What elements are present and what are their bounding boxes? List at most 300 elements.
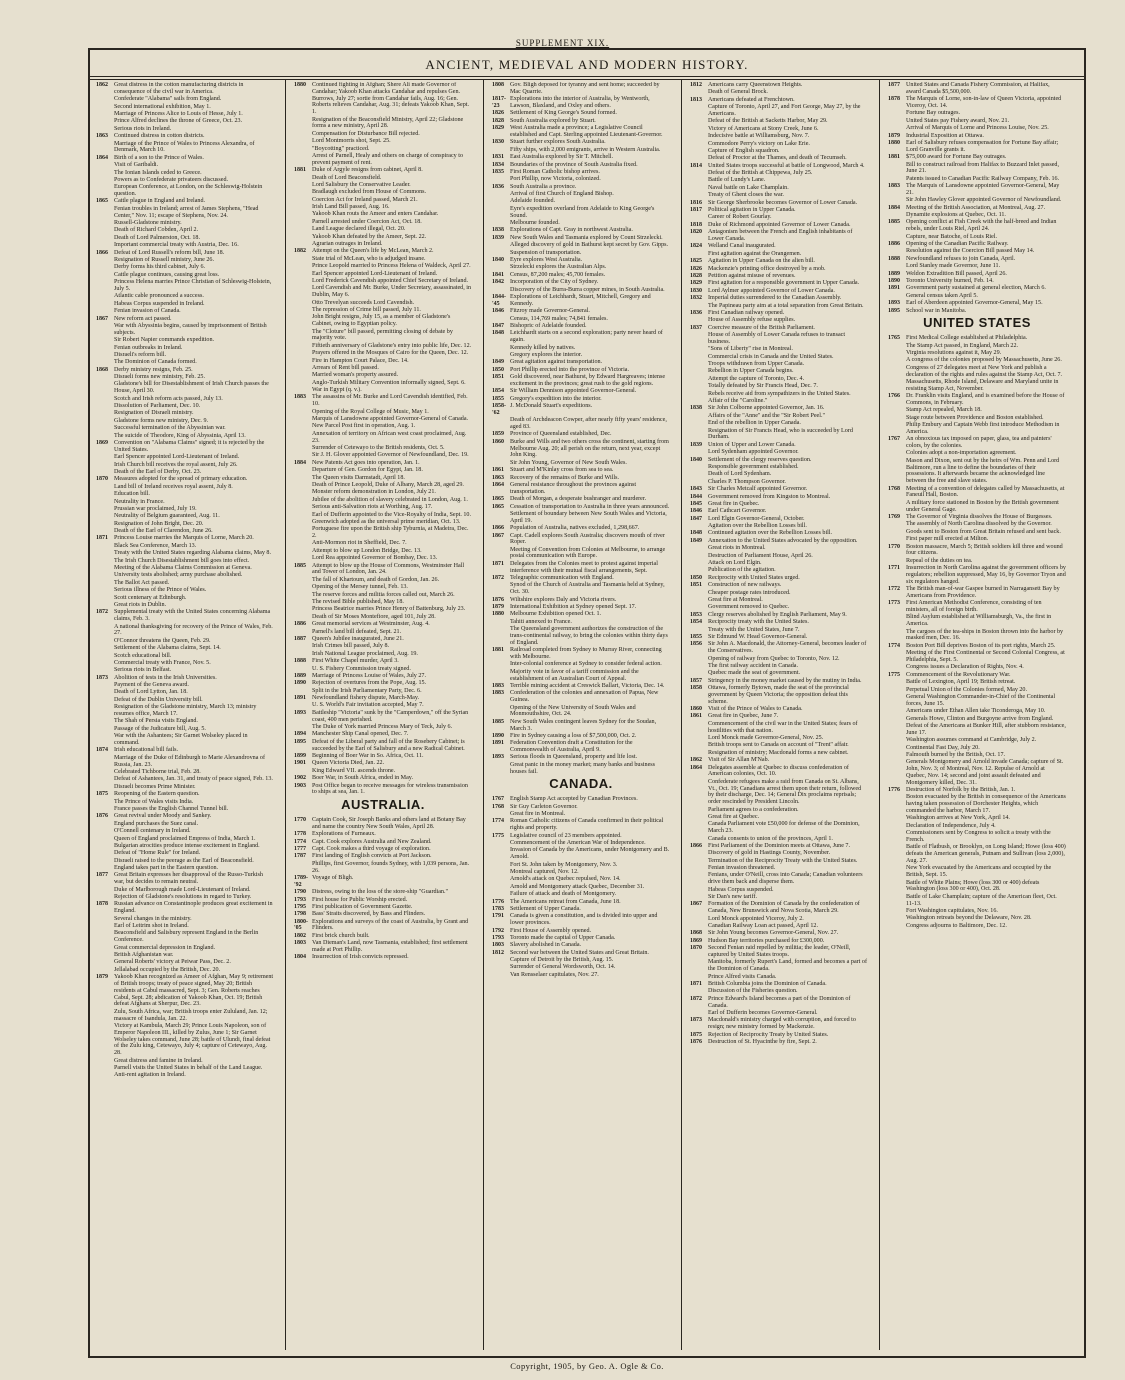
history-entry [690,1010,868,1017]
history-entry [690,89,868,96]
entry-year: 1857 [690,677,702,684]
history-entry [888,154,1066,161]
entry-year: 1890 [492,732,504,739]
history-entry [690,530,868,537]
history-entry [888,248,1066,255]
history-entry [294,329,472,343]
entry-text: Derby forms his third cabinet, July 6. [114,264,206,271]
history-entry [690,923,868,930]
history-entry [96,558,274,565]
entry-text: Second international exhibition, May 1. [114,103,211,110]
entry-text: Continued agitation over the Rebellion Losses bill. [708,530,833,537]
history-entry [294,219,472,226]
entry-year [492,287,510,294]
history-entry [294,226,472,233]
history-entry [96,279,274,293]
history-entry [888,256,1066,263]
entry-year: 1864 [690,764,702,771]
entry-year [294,146,312,153]
history-entry [888,183,1066,197]
history-entry [492,431,670,438]
history-entry [492,227,670,234]
entry-year [492,876,510,883]
entry-text: O'Connell centenary in Ireland. [114,828,191,835]
entry-year [690,590,708,597]
entry-year [294,504,312,511]
entry-year: 1836 [690,309,702,316]
entry-year [96,682,114,689]
entry-text: Marriage of the Prince of Wales to Princess Alexandra, of Denmark, March 10. [114,140,255,154]
history-entry [888,110,1066,117]
entry-year: 1846 [492,308,504,315]
history-entry [888,643,1066,650]
entry-text: Princess Beatrice marries Prince Henry of Battenburg, July 23. [312,606,466,613]
entry-text: Imperial duties surrendered to the Canadian Assembly. [708,295,842,302]
entry-year [888,614,906,628]
entry-text: First brick church built. [312,932,370,939]
entry-text: Declaration of Independence, July 4. [906,822,996,829]
entry-text: U. S. World's Fair invitation accepted, May 7. [312,702,424,709]
entry-year: 1846 [690,508,702,515]
entry-year: 1767 [888,436,900,443]
entry-text: New Patents Act goes into operation, Jan. 1. [312,459,420,466]
entry-text: Explorations of Leichhardt, Stuart, Mitchell, Gregory and Kennedy. [510,293,651,307]
entry-text: Defeat of the British at Chippewa, July 25. [708,170,813,177]
history-entry [294,307,472,314]
history-entry [96,352,274,359]
entry-year: 1884 [888,204,900,211]
history-entry [294,300,472,307]
entry-year [492,862,510,869]
entry-year [96,96,114,103]
history-entry [96,491,274,498]
entry-text: Scott centenary at Edinburgh. [114,594,187,601]
entry-year [888,450,906,457]
history-entry [492,482,670,496]
history-entry [690,449,868,456]
entry-text: Visit of Sir Allan M'Nab. [708,757,770,764]
entry-text: $75,000 award for Fortune Bay outrages. [906,154,1007,161]
history-entry [690,464,868,471]
history-entry [294,263,472,270]
entry-text: Meeting of the First Continental or Second Colonial Congress, at Philadelphia, Sept. 5. [906,650,1065,664]
entry-year [888,357,906,364]
history-entry [294,519,472,526]
history-entry [888,664,1066,671]
history-entry [294,431,472,445]
history-entry [888,745,1066,752]
entry-year [96,624,114,638]
entry-text: Great riots in Montreal. [708,545,766,552]
entry-text: Jellalabad occupied by the British, Dec. 20. [114,966,221,973]
history-entry [690,280,868,287]
history-entry [690,185,868,192]
history-entry [96,901,274,915]
entry-year [690,317,708,324]
entry-text: Lord Monck made Governor-General, Nov. 25. [708,735,824,742]
entry-text: Fenian outbreaks in Ireland. [114,344,183,351]
entry-year: 1847 [492,322,504,329]
entry-text: Legislative council of 23 members appointed. [510,832,622,839]
entry-text: Insurrection of Irish convicts repressed. [312,954,409,961]
entry-text: Great agitation against transportation. [510,359,603,366]
entry-text: Meeting of the British Association, at Montreal, Aug. 27. [906,204,1046,211]
history-column [294,82,472,1344]
history-entry [690,560,868,567]
entry-year [492,547,510,561]
entry-year [294,861,312,875]
entry-year: 1800-'05 [294,918,308,932]
history-entry [294,117,472,131]
entry-text: "Boycotting" practiced. [312,145,370,152]
entry-year: 1902 [294,775,306,782]
entry-year [888,908,906,915]
entry-text: General Washington Commander-in-Chief of the Continental forces, June 15. [906,693,1056,707]
entry-year [888,212,906,219]
entry-text: Insurrection in North Carolina against the government officers by regulators; rebellion suppressed, May 16, by Governor Tryon and six regulators hanged. [906,565,1066,585]
history-entry [96,410,274,417]
history-entry [888,544,1066,558]
entry-year: 1856 [690,641,702,648]
entry-text: Continental Fast Day, July 20. [906,744,980,751]
history-entry [96,697,274,704]
entry-text: Destruction of St. Hyacinthe by fire, Sept. 2. [708,1038,817,1045]
history-entry [96,1065,274,1072]
history-entry [690,996,868,1010]
history-entry [294,666,472,673]
history-entry [492,661,670,668]
history-entry [492,272,670,279]
history-entry [888,600,1066,614]
entry-text: Lord Monck appointed Viceroy, July 2. [708,915,804,922]
entry-year [888,407,906,414]
entry-year: 1854 [690,619,702,626]
entry-year: 1871 [690,980,702,987]
history-entry [294,548,472,555]
history-entry [96,726,274,733]
entry-text: First Canadian railway opened. [708,309,785,316]
entry-year [294,643,312,650]
entry-text: The assembly of North Carolina dissolved by the Governor. [906,521,1052,528]
entry-year [492,619,510,626]
history-entry [492,417,670,431]
entry-text: United States troops successful at battle of Longwood, March 4. [708,162,865,169]
entry-text: Construction of new railways. [708,582,782,589]
entry-text: Portuguese fire upon the British ship Tyburnia, at Madeira, Dec. 2. [312,526,469,540]
history-entry [690,742,868,749]
entry-year: 1885 [492,718,504,725]
history-entry [888,415,1066,422]
entry-year [690,974,708,981]
entry-text: Lord Frederick Cavendish appointed Chief Secretary of Ireland. [312,277,469,284]
entry-year: 1879 [96,974,108,981]
entry-text: Agitation in Upper Canada on the alien bill. [708,258,815,265]
entry-year [96,894,114,901]
entry-year: 1820 [690,229,702,236]
entry-text: Queen Victoria Died, Jan. 22. [312,760,385,767]
entry-text: Port Phillip, now Victoria, colonized. [510,176,601,183]
history-entry [294,526,472,540]
history-entry [96,733,274,747]
history-entry [96,257,274,264]
entry-year [492,345,510,352]
entry-text: Defeat of Lord Russell's reform bill, June 18. [114,249,225,256]
entry-year: 1774 [888,642,900,649]
entry-text: Death of the Earl of Clarendon, June 26. [114,528,213,535]
history-entry [294,606,472,613]
history-entry [492,604,670,611]
history-entry [96,572,274,579]
history-entry [492,504,670,511]
entry-text: Toronto University burned, Feb. 14. [906,277,994,284]
history-entry [492,139,670,146]
history-entry [294,278,472,285]
entry-text: Arrival of Marquis of Lorne and Princess Louise, Nov. 25. [906,125,1049,132]
entry-year [690,471,708,478]
entry-year: 1859 [492,431,504,438]
history-entry [492,899,670,906]
history-entry [492,294,670,308]
entry-year [690,850,708,857]
entry-year [888,110,906,117]
entry-text: Yakoob Khan recognized as Ameer of Afghan, May 9; retirement of British troops; treaty of peace signed, May 20; British residents at Cabul massacred, Sept. 3; Gen. Roberts reaches Cabul, Sept. 28; abdication of Yakoob Khan, Oct. 19; British defeat Afghans at Sherpur, Dec. 23. [114,974,274,1008]
history-entry [96,308,274,315]
history-entry [888,458,1066,485]
supplement-label: SUPPLEMENT XIX. [515,38,610,48]
entry-year: 1866 [96,249,108,256]
history-entry [690,850,868,857]
entry-text: The revised Bible published, May 18. [312,599,404,606]
entry-text: Victory of Americans at Stony Creek, June 6. [708,125,819,132]
column-separator [483,80,484,1350]
entry-text: Great fire at Quebec. [708,813,760,820]
entry-text: Meeting of the Alabama Claims Commission at Geneva. [114,565,252,572]
entry-year: 1877 [888,82,900,88]
entry-text: Port Phillip erected into the province of Victoria. [510,366,629,373]
entry-text: Disraeli's reform bill. [114,351,167,358]
entry-year [294,358,312,365]
history-entry [690,325,868,332]
entry-text: Marriage of Princess Alice to Louis of Hesse, July 1. [114,110,243,117]
history-entry [294,211,472,218]
history-entry [690,582,868,589]
history-entry [888,308,1066,315]
entry-year [96,345,114,352]
history-entry [888,787,1066,794]
entry-year [96,418,114,425]
history-entry [690,656,868,663]
history-entry [96,813,274,820]
entry-text: Prayers offered in the Mosques of Cairo for the Queen, Dec. 12. [312,350,469,357]
history-entry [888,350,1066,357]
history-entry [492,154,670,161]
history-entry [294,138,472,145]
entry-text: War with the Ashantees; Sir Garnet Wolseley placed in command. [114,733,248,747]
entry-year [96,433,114,440]
title-rule-bottom [90,79,1084,80]
entry-text: The fall of Khartoum, and death of Gordon, Jan. 26. [312,576,440,583]
entry-text: Manitoba, formerly Rupert's Land, formed and becomes a part of the Dominion of Canada. [708,959,867,973]
entry-year: 1885 [294,562,306,569]
entry-text: The Papineau party aim at a total separation from Great Britain. [708,302,864,309]
entry-text: Treaty of Ghent closes the war. [708,192,784,199]
entry-text: Gregory explores the interior. [510,351,583,358]
history-entry [492,323,670,330]
entry-text: Payment of the Geneva award. [114,682,189,689]
entry-text: Split in the Irish Parliamentary Party, Dec. 6. [312,687,422,694]
entry-year [492,220,510,227]
history-entry [96,645,274,652]
entry-year [492,417,510,431]
entry-year: 1770 [888,543,900,550]
history-entry [96,836,274,843]
entry-year [294,540,312,547]
entry-year: 1832 [690,295,702,302]
entry-text: Several changes in the ministry. [114,915,192,922]
entry-text: Federation Convention draft a Constitution for the Commonwealth of Australia, April 9. [510,740,633,754]
entry-text: Defeat of Proctor at the Thames, and death of Tecumseh. [708,155,847,162]
entry-year [96,118,114,125]
entry-year [96,396,114,403]
entry-text: Treaty with the United States, June 7. [708,626,800,633]
entry-text: Attack on Lord Elgin. [708,560,762,567]
entry-text: Earl of Aberdeen appointed Governor-General, May 15. [906,300,1043,307]
entry-year [888,458,906,485]
history-entry [690,567,868,574]
history-entry [96,821,274,828]
entry-year [294,226,312,233]
history-entry [96,967,274,974]
history-entry [96,776,274,783]
entry-year: 1881 [492,647,504,654]
history-entry [294,599,472,606]
entry-year: 1850 [690,574,702,581]
entry-year [690,872,708,886]
entry-year [96,653,114,660]
entry-year: 1888 [888,255,900,262]
history-entry [690,97,868,104]
history-entry [888,679,1066,686]
history-entry [690,376,868,383]
history-entry [96,1072,274,1079]
entry-year [96,667,114,674]
entry-text: Defeat of the Dublin University bill. [114,696,203,703]
entry-year [690,779,708,806]
entry-year [888,723,906,737]
history-entry [492,184,670,191]
history-entry [492,762,670,776]
entry-year [294,409,312,416]
history-entry [888,759,1066,786]
entry-text: Toronto made the capital of Upper Canada. [510,934,616,941]
entry-text: New South Wales contingent leaves Sydney for the Soudan, March 3. [510,718,657,732]
history-entry [690,523,868,530]
history-entry [690,1039,868,1046]
entry-text: A congress of the colonies proposed by Massachusetts, June 26. [906,357,1062,364]
entry-text: "Sons of Liberty" rise in Montreal. [708,346,793,353]
entry-text: Colonies adopt a non-importation agreement. [906,450,1017,457]
entry-text: Confederation of the colonies and annexation of Papua, New Guinea. [510,690,659,704]
entry-year [96,301,114,308]
history-entry [492,388,670,395]
entry-text: Second war between the United States and Great Britain. [510,949,649,956]
history-entry [294,131,472,138]
entry-text: Battle of Flatbush, or Brooklyn, on Long Island; Howe (loss 400) defeats the American generals, Putnam and Sullivan (loss 2,000), Aug. 27. [906,844,1066,865]
entry-year [294,380,312,387]
entry-year: 1862 [96,82,108,88]
entry-year [294,452,312,459]
entry-text: Black Sea Conference, March 13. [114,542,197,549]
entry-text: First Medical College established at Philadelphia. [906,335,1028,342]
entry-text: Surrender of General Wordsworth, Oct. 14. [510,964,616,971]
entry-text: The Duke of York married Princess Mary of Teck, July 6. [312,724,453,731]
entry-year [690,155,708,162]
entry-text: Defeat of Ashantees, Jan. 31, and treaty of peace signed, Feb. 13. [114,776,273,783]
entry-text: Philip Embury and Captain Webb first introduce Methodism in America. [906,422,1060,435]
entry-text: The Americans retreat from Canada, June 18. [510,898,621,905]
entry-year [888,263,906,270]
entry-text: The British man-of-war Gaspee burned in Narragansett Bay by Americans from Providence. [906,586,1060,599]
history-entry [492,942,670,949]
history-entry [888,708,1066,715]
entry-text: Rejection of Reciprocity Treaty by United States. [708,1031,829,1038]
entry-year [690,923,708,930]
history-entry [96,887,274,894]
history-entry [96,974,274,1008]
history-entry [96,345,274,352]
entry-year [690,126,708,133]
entry-text: Affairs of the "Anne" and the "Sir Robert Peel." [708,412,825,419]
history-entry [96,198,274,205]
entry-year [294,526,312,540]
history-entry [492,669,670,683]
entry-text: Destruction of Norfolk by the British, Jan. 1. [906,787,1016,794]
history-entry [888,514,1066,521]
history-entry [96,155,274,162]
entry-year [294,189,312,196]
entry-year: 1844-'45 [492,293,506,307]
entry-text: Lord Sydenham appointed Governor. [708,449,799,456]
history-entry [96,528,274,535]
history-entry [492,110,670,117]
entry-year [96,425,114,432]
entry-year [294,204,312,211]
entry-year [96,1058,114,1065]
history-entry [492,345,670,352]
entry-year [888,687,906,694]
entry-text: Government removed to Quebec. [708,604,790,611]
history-entry [690,685,868,705]
history-entry [690,930,868,937]
history-entry [294,256,472,263]
entry-text: Habeas Corpus suspended in Ireland. [114,300,205,307]
history-entry [96,469,274,476]
history-entry [294,350,472,357]
history-entry [888,794,1066,814]
entry-text: Settlement of boundary between New South Wales and Victoria, April 19. [510,510,667,524]
entry-year [96,462,114,469]
entry-text: Blind Asylum established at Williamsburgh, Va., the first in America. [906,614,1052,628]
entry-year: 1803 [492,942,504,949]
entry-year [492,661,510,668]
history-entry [294,358,472,365]
entry-text: Irish educational bill fails. [114,747,178,754]
history-entry [294,380,472,387]
history-entry [96,177,274,184]
entry-year [96,718,114,725]
entry-text: British Columbia joins the Dominion of Canada. [708,980,827,987]
entry-text: Washington assumes command at Cambridge, July 2. [906,737,1037,744]
